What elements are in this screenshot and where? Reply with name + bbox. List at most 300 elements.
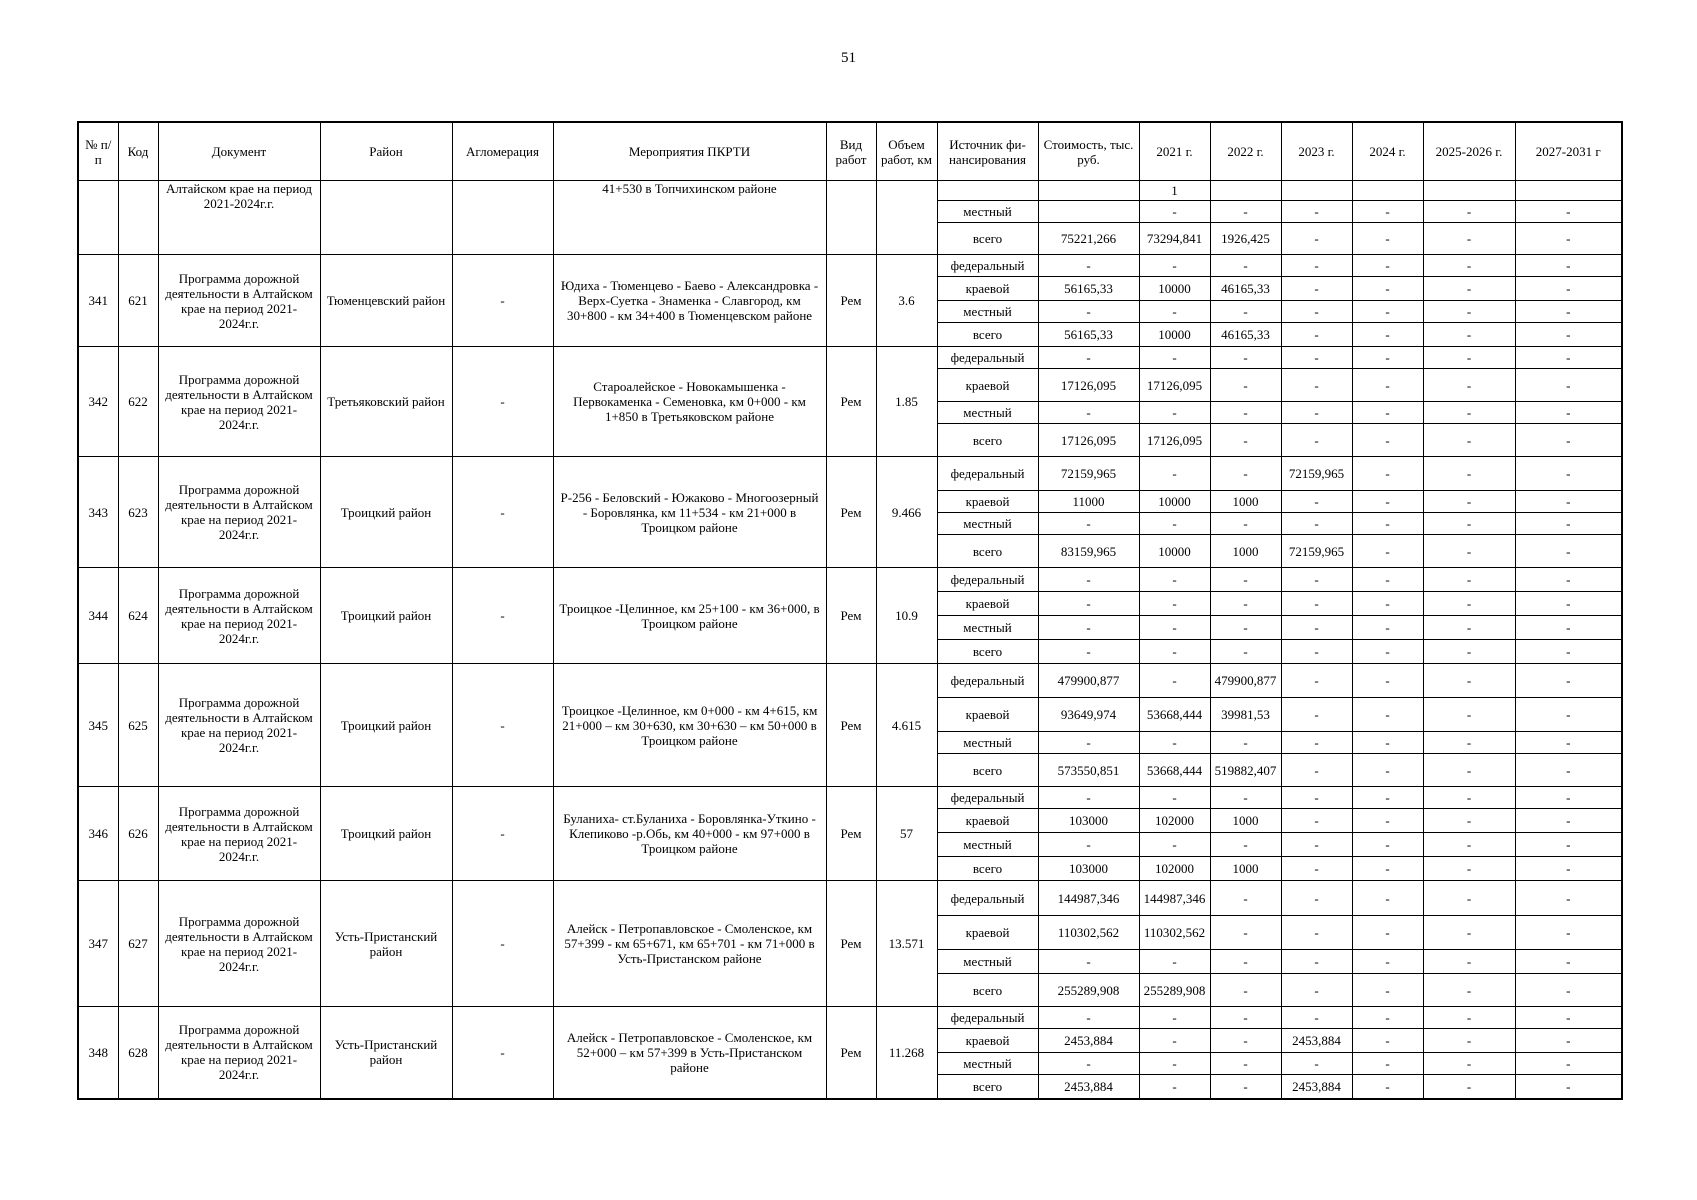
year-2024-cell: - xyxy=(1352,592,1423,616)
source-cell: краевой xyxy=(937,277,1038,301)
year-2023-cell: - xyxy=(1281,616,1352,640)
year-2021-cell: 73294,841 xyxy=(1139,223,1210,255)
year-2024-cell: - xyxy=(1352,640,1423,664)
cost-cell: 103000 xyxy=(1038,809,1139,833)
code-cell: 622 xyxy=(118,347,158,457)
year-2023-cell: - xyxy=(1281,857,1352,881)
cost-cell: - xyxy=(1038,347,1139,369)
year-2022-cell: - xyxy=(1210,301,1281,323)
activity-cell: Р-256 - Беловский - Южаково - Многоозерный - Боровлянка, км 11+534 - км 21+000 в Троицком районе xyxy=(553,457,826,568)
year-2021-cell: - xyxy=(1139,255,1210,277)
year-2025-2026-cell: - xyxy=(1423,809,1515,833)
source-cell: всего xyxy=(937,424,1038,457)
document-cell: Программа дорожной деятельности в Алтайском крае на период 2021-2024г.г. xyxy=(158,664,320,787)
header-kind: Вид работ xyxy=(826,122,876,181)
source-cell: местный xyxy=(937,732,1038,754)
year-2021-cell: 53668,444 xyxy=(1139,698,1210,732)
cost-cell: - xyxy=(1038,402,1139,424)
header-document: Документ xyxy=(158,122,320,181)
year-2023-cell: - xyxy=(1281,881,1352,916)
year-2025-2026-cell: - xyxy=(1423,535,1515,568)
year-2024-cell xyxy=(1352,181,1423,201)
year-2024-cell: - xyxy=(1352,347,1423,369)
document-cell: Программа дорожной деятельности в Алтайском крае на период 2021-2024г.г. xyxy=(158,787,320,881)
source-cell: всего xyxy=(937,1075,1038,1099)
year-2024-cell: - xyxy=(1352,916,1423,950)
year-2024-cell: - xyxy=(1352,1007,1423,1029)
source-cell: краевой xyxy=(937,916,1038,950)
year-2021-cell: - xyxy=(1139,616,1210,640)
num-cell: 343 xyxy=(78,457,118,568)
code-cell: 627 xyxy=(118,881,158,1007)
year-2023-cell: 2453,884 xyxy=(1281,1029,1352,1053)
num-cell: 347 xyxy=(78,881,118,1007)
year-2023-cell: - xyxy=(1281,568,1352,592)
year-2021-cell: - xyxy=(1139,787,1210,809)
source-cell: краевой xyxy=(937,491,1038,513)
year-2023-cell: - xyxy=(1281,491,1352,513)
year-2027-2031-cell: - xyxy=(1515,535,1622,568)
year-2023-cell: - xyxy=(1281,664,1352,698)
cost-cell: 93649,974 xyxy=(1038,698,1139,732)
year-2022-cell: - xyxy=(1210,1075,1281,1099)
num-cell: 341 xyxy=(78,255,118,347)
cost-cell: 144987,346 xyxy=(1038,881,1139,916)
year-2023-cell: - xyxy=(1281,809,1352,833)
year-2023-cell: - xyxy=(1281,950,1352,974)
header-2021: 2021 г. xyxy=(1139,122,1210,181)
year-2022-cell: - xyxy=(1210,255,1281,277)
cost-cell: 72159,965 xyxy=(1038,457,1139,491)
year-2027-2031-cell: - xyxy=(1515,223,1622,255)
year-2027-2031-cell: - xyxy=(1515,1007,1622,1029)
header-2023: 2023 г. xyxy=(1281,122,1352,181)
year-2022-cell: - xyxy=(1210,1007,1281,1029)
year-2021-cell: - xyxy=(1139,402,1210,424)
cost-cell: 573550,851 xyxy=(1038,754,1139,787)
activity-cell: Алейск - Петропавловское - Смоленское, км 57+399 - км 65+671, км 65+701 - км 71+000 в Усть-Пристанском районе xyxy=(553,881,826,1007)
source-cell: федеральный xyxy=(937,664,1038,698)
year-2023-cell: - xyxy=(1281,277,1352,301)
cost-cell: 83159,965 xyxy=(1038,535,1139,568)
year-2022-cell: 1000 xyxy=(1210,491,1281,513)
year-2025-2026-cell xyxy=(1423,181,1515,201)
cost-cell: - xyxy=(1038,568,1139,592)
year-2021-cell: - xyxy=(1139,732,1210,754)
cost-cell: 56165,33 xyxy=(1038,323,1139,347)
year-2027-2031-cell: - xyxy=(1515,277,1622,301)
kind-cell: Рем xyxy=(826,1007,876,1099)
cost-cell: - xyxy=(1038,301,1139,323)
volume-cell: 10.9 xyxy=(876,568,937,664)
year-2027-2031-cell: - xyxy=(1515,301,1622,323)
code-cell: 621 xyxy=(118,255,158,347)
year-2024-cell: - xyxy=(1352,732,1423,754)
volume-cell: 13.571 xyxy=(876,881,937,1007)
region-cell: Троицкий район xyxy=(320,568,452,664)
year-2022-cell: - xyxy=(1210,369,1281,402)
header-activity: Мероприятия ПКРТИ xyxy=(553,122,826,181)
year-2021-cell: 144987,346 xyxy=(1139,881,1210,916)
table-header-row xyxy=(78,122,1622,181)
source-cell: краевой xyxy=(937,809,1038,833)
year-2027-2031-cell: - xyxy=(1515,950,1622,974)
year-2025-2026-cell: - xyxy=(1423,255,1515,277)
document-cell: Алтайском крае на период 2021-2024г.г. xyxy=(158,181,320,255)
year-2025-2026-cell: - xyxy=(1423,1029,1515,1053)
year-2023-cell: - xyxy=(1281,1007,1352,1029)
source-cell xyxy=(937,181,1038,201)
year-2024-cell: - xyxy=(1352,616,1423,640)
agglomeration-cell: - xyxy=(452,787,553,881)
cost-cell xyxy=(1038,201,1139,223)
header-source: Источник фи-нансирования xyxy=(937,122,1038,181)
year-2024-cell: - xyxy=(1352,457,1423,491)
document-cell: Программа дорожной деятельности в Алтайском крае на период 2021-2024г.г. xyxy=(158,457,320,568)
year-2024-cell: - xyxy=(1352,535,1423,568)
source-cell: местный xyxy=(937,402,1038,424)
document-cell: Программа дорожной деятельности в Алтайском крае на период 2021-2024г.г. xyxy=(158,347,320,457)
cost-cell: 17126,095 xyxy=(1038,369,1139,402)
year-2021-cell: - xyxy=(1139,950,1210,974)
table-row xyxy=(78,457,1622,491)
year-2025-2026-cell: - xyxy=(1423,1007,1515,1029)
code-cell: 625 xyxy=(118,664,158,787)
cost-cell: 479900,877 xyxy=(1038,664,1139,698)
year-2022-cell: - xyxy=(1210,201,1281,223)
year-2021-cell: 1 xyxy=(1139,181,1210,201)
year-2027-2031-cell: - xyxy=(1515,369,1622,402)
year-2022-cell: - xyxy=(1210,513,1281,535)
year-2021-cell: - xyxy=(1139,568,1210,592)
year-2023-cell: 72159,965 xyxy=(1281,457,1352,491)
year-2027-2031-cell: - xyxy=(1515,568,1622,592)
year-2022-cell: - xyxy=(1210,732,1281,754)
year-2025-2026-cell: - xyxy=(1423,616,1515,640)
year-2022-cell: - xyxy=(1210,640,1281,664)
header-agglomeration: Агломерация xyxy=(452,122,553,181)
code-cell: 624 xyxy=(118,568,158,664)
year-2024-cell: - xyxy=(1352,664,1423,698)
year-2025-2026-cell: - xyxy=(1423,513,1515,535)
volume-cell xyxy=(876,181,937,255)
table-row xyxy=(78,787,1622,809)
header-2022: 2022 г. xyxy=(1210,122,1281,181)
source-cell: местный xyxy=(937,513,1038,535)
year-2027-2031-cell: - xyxy=(1515,347,1622,369)
year-2027-2031-cell: - xyxy=(1515,916,1622,950)
year-2027-2031-cell: - xyxy=(1515,857,1622,881)
source-cell: федеральный xyxy=(937,1007,1038,1029)
agglomeration-cell: - xyxy=(452,457,553,568)
year-2023-cell: - xyxy=(1281,787,1352,809)
kind-cell: Рем xyxy=(826,881,876,1007)
source-cell: федеральный xyxy=(937,457,1038,491)
source-cell: федеральный xyxy=(937,881,1038,916)
year-2025-2026-cell: - xyxy=(1423,1075,1515,1099)
year-2025-2026-cell: - xyxy=(1423,402,1515,424)
year-2025-2026-cell: - xyxy=(1423,833,1515,857)
year-2025-2026-cell: - xyxy=(1423,916,1515,950)
year-2025-2026-cell: - xyxy=(1423,568,1515,592)
year-2024-cell: - xyxy=(1352,255,1423,277)
year-2021-cell: - xyxy=(1139,640,1210,664)
year-2021-cell: - xyxy=(1139,1053,1210,1075)
year-2027-2031-cell: - xyxy=(1515,201,1622,223)
year-2022-cell: 1000 xyxy=(1210,857,1281,881)
year-2023-cell: - xyxy=(1281,201,1352,223)
year-2021-cell: 10000 xyxy=(1139,277,1210,301)
document-cell: Программа дорожной деятельности в Алтайском крае на период 2021-2024г.г. xyxy=(158,1007,320,1099)
activity-cell: Юдиха - Тюменцево - Баево - Александровка - Верх-Суетка - Знаменка - Славгород, км 30+800 - км 34+400 в Тюменцевском районе xyxy=(553,255,826,347)
source-cell: краевой xyxy=(937,369,1038,402)
year-2022-cell: - xyxy=(1210,1053,1281,1075)
funding-table xyxy=(77,121,1623,1100)
year-2022-cell: 519882,407 xyxy=(1210,754,1281,787)
cost-cell: 56165,33 xyxy=(1038,277,1139,301)
year-2022-cell: 46165,33 xyxy=(1210,323,1281,347)
year-2027-2031-cell: - xyxy=(1515,664,1622,698)
activity-cell: Троицкое -Целинное, км 25+100 - км 36+000, в Троицком районе xyxy=(553,568,826,664)
source-cell: всего xyxy=(937,223,1038,255)
code-cell xyxy=(118,181,158,255)
year-2024-cell: - xyxy=(1352,402,1423,424)
year-2023-cell: 2453,884 xyxy=(1281,1075,1352,1099)
year-2025-2026-cell: - xyxy=(1423,732,1515,754)
cost-cell: - xyxy=(1038,950,1139,974)
page-number: 51 xyxy=(841,50,856,66)
year-2022-cell: - xyxy=(1210,1029,1281,1053)
year-2025-2026-cell: - xyxy=(1423,301,1515,323)
table-row xyxy=(78,347,1622,369)
volume-cell: 9.466 xyxy=(876,457,937,568)
year-2023-cell: - xyxy=(1281,424,1352,457)
volume-cell: 3.6 xyxy=(876,255,937,347)
source-cell: местный xyxy=(937,301,1038,323)
cost-cell: - xyxy=(1038,833,1139,857)
year-2022-cell: - xyxy=(1210,787,1281,809)
year-2024-cell: - xyxy=(1352,277,1423,301)
year-2021-cell: 17126,095 xyxy=(1139,369,1210,402)
year-2024-cell: - xyxy=(1352,369,1423,402)
year-2027-2031-cell: - xyxy=(1515,323,1622,347)
cost-cell: - xyxy=(1038,787,1139,809)
num-cell: 348 xyxy=(78,1007,118,1099)
source-cell: местный xyxy=(937,201,1038,223)
header-2025-2026: 2025-2026 г. xyxy=(1423,122,1515,181)
activity-cell: 41+530 в Топчихинском районе xyxy=(553,181,826,255)
year-2024-cell: - xyxy=(1352,323,1423,347)
table-row xyxy=(78,881,1622,916)
year-2027-2031-cell: - xyxy=(1515,616,1622,640)
year-2025-2026-cell: - xyxy=(1423,457,1515,491)
num-cell: 346 xyxy=(78,787,118,881)
year-2025-2026-cell: - xyxy=(1423,640,1515,664)
year-2022-cell: - xyxy=(1210,616,1281,640)
year-2024-cell: - xyxy=(1352,513,1423,535)
source-cell: всего xyxy=(937,323,1038,347)
year-2023-cell: 72159,965 xyxy=(1281,535,1352,568)
year-2023-cell: - xyxy=(1281,223,1352,255)
year-2025-2026-cell: - xyxy=(1423,881,1515,916)
region-cell: Троицкий район xyxy=(320,664,452,787)
region-cell: Троицкий район xyxy=(320,457,452,568)
year-2025-2026-cell: - xyxy=(1423,1053,1515,1075)
cost-cell: 2453,884 xyxy=(1038,1075,1139,1099)
source-cell: федеральный xyxy=(937,347,1038,369)
header-2027-2031: 2027-2031 г xyxy=(1515,122,1622,181)
year-2021-cell: - xyxy=(1139,592,1210,616)
year-2025-2026-cell: - xyxy=(1423,491,1515,513)
year-2024-cell: - xyxy=(1352,787,1423,809)
year-2027-2031-cell: - xyxy=(1515,974,1622,1007)
document-cell: Программа дорожной деятельности в Алтайском крае на период 2021-2024г.г. xyxy=(158,255,320,347)
year-2027-2031-cell: - xyxy=(1515,513,1622,535)
year-2023-cell: - xyxy=(1281,402,1352,424)
cost-cell: 17126,095 xyxy=(1038,424,1139,457)
year-2024-cell: - xyxy=(1352,857,1423,881)
year-2027-2031-cell: - xyxy=(1515,491,1622,513)
year-2023-cell: - xyxy=(1281,732,1352,754)
year-2022-cell: 1000 xyxy=(1210,535,1281,568)
year-2024-cell: - xyxy=(1352,1029,1423,1053)
year-2023-cell: - xyxy=(1281,347,1352,369)
kind-cell: Рем xyxy=(826,787,876,881)
year-2024-cell: - xyxy=(1352,201,1423,223)
year-2023-cell: - xyxy=(1281,833,1352,857)
activity-cell: Алейск - Петропавловское - Смоленское, км 52+000 – км 57+399 в Усть-Пристанском районе xyxy=(553,1007,826,1099)
year-2022-cell: - xyxy=(1210,974,1281,1007)
source-cell: местный xyxy=(937,833,1038,857)
year-2024-cell: - xyxy=(1352,223,1423,255)
cost-cell: - xyxy=(1038,616,1139,640)
document-cell: Программа дорожной деятельности в Алтайском крае на период 2021-2024г.г. xyxy=(158,881,320,1007)
kind-cell xyxy=(826,181,876,255)
year-2025-2026-cell: - xyxy=(1423,698,1515,732)
year-2023-cell: - xyxy=(1281,698,1352,732)
year-2022-cell: 39981,53 xyxy=(1210,698,1281,732)
year-2025-2026-cell: - xyxy=(1423,787,1515,809)
cost-cell: - xyxy=(1038,732,1139,754)
year-2022-cell: - xyxy=(1210,881,1281,916)
cost-cell: - xyxy=(1038,592,1139,616)
source-cell: краевой xyxy=(937,592,1038,616)
num-cell xyxy=(78,181,118,255)
code-cell: 626 xyxy=(118,787,158,881)
table-row xyxy=(78,664,1622,698)
year-2024-cell: - xyxy=(1352,950,1423,974)
year-2021-cell: - xyxy=(1139,347,1210,369)
year-2025-2026-cell: - xyxy=(1423,323,1515,347)
year-2023-cell: - xyxy=(1281,1053,1352,1075)
source-cell: местный xyxy=(937,616,1038,640)
region-cell: Усть-Пристанский район xyxy=(320,881,452,1007)
year-2023-cell: - xyxy=(1281,916,1352,950)
year-2025-2026-cell: - xyxy=(1423,424,1515,457)
year-2022-cell: 1926,425 xyxy=(1210,223,1281,255)
year-2022-cell: - xyxy=(1210,592,1281,616)
year-2027-2031-cell: - xyxy=(1515,1029,1622,1053)
source-cell: всего xyxy=(937,640,1038,664)
region-cell: Третьяковский район xyxy=(320,347,452,457)
year-2022-cell: 1000 xyxy=(1210,809,1281,833)
table-row xyxy=(78,181,1622,201)
year-2021-cell: 10000 xyxy=(1139,535,1210,568)
year-2021-cell: - xyxy=(1139,513,1210,535)
num-cell: 344 xyxy=(78,568,118,664)
year-2027-2031-cell xyxy=(1515,181,1622,201)
cost-cell: 2453,884 xyxy=(1038,1029,1139,1053)
year-2023-cell: - xyxy=(1281,640,1352,664)
source-cell: федеральный xyxy=(937,787,1038,809)
header-region: Район xyxy=(320,122,452,181)
year-2025-2026-cell: - xyxy=(1423,857,1515,881)
kind-cell: Рем xyxy=(826,457,876,568)
year-2024-cell: - xyxy=(1352,809,1423,833)
header-code: Код xyxy=(118,122,158,181)
year-2021-cell: - xyxy=(1139,1029,1210,1053)
volume-cell: 11.268 xyxy=(876,1007,937,1099)
cost-cell: - xyxy=(1038,255,1139,277)
cost-cell: - xyxy=(1038,640,1139,664)
year-2021-cell: - xyxy=(1139,1075,1210,1099)
source-cell: всего xyxy=(937,974,1038,1007)
cost-cell: - xyxy=(1038,513,1139,535)
year-2021-cell: 17126,095 xyxy=(1139,424,1210,457)
year-2024-cell: - xyxy=(1352,568,1423,592)
year-2023-cell: - xyxy=(1281,301,1352,323)
agglomeration-cell: - xyxy=(452,255,553,347)
source-cell: местный xyxy=(937,1053,1038,1075)
source-cell: местный xyxy=(937,950,1038,974)
header-num: № п/п xyxy=(78,122,118,181)
year-2027-2031-cell: - xyxy=(1515,698,1622,732)
year-2021-cell: - xyxy=(1139,664,1210,698)
year-2023-cell: - xyxy=(1281,369,1352,402)
year-2024-cell: - xyxy=(1352,301,1423,323)
year-2022-cell: 479900,877 xyxy=(1210,664,1281,698)
volume-cell: 4.615 xyxy=(876,664,937,787)
year-2021-cell: - xyxy=(1139,457,1210,491)
year-2021-cell: 102000 xyxy=(1139,857,1210,881)
year-2023-cell: - xyxy=(1281,255,1352,277)
year-2027-2031-cell: - xyxy=(1515,881,1622,916)
cost-cell: - xyxy=(1038,1007,1139,1029)
year-2027-2031-cell: - xyxy=(1515,1075,1622,1099)
year-2025-2026-cell: - xyxy=(1423,754,1515,787)
header-volume: Объем работ, км xyxy=(876,122,937,181)
year-2025-2026-cell: - xyxy=(1423,201,1515,223)
year-2021-cell: 110302,562 xyxy=(1139,916,1210,950)
activity-cell: Троицкое -Целинное, км 0+000 - км 4+615, км 21+000 – км 30+630, км 30+630 – км 50+000 в Троицком районе xyxy=(553,664,826,787)
cost-cell: - xyxy=(1038,1053,1139,1075)
region-cell: Троицкий район xyxy=(320,787,452,881)
num-cell: 345 xyxy=(78,664,118,787)
year-2024-cell: - xyxy=(1352,754,1423,787)
year-2027-2031-cell: - xyxy=(1515,809,1622,833)
year-2024-cell: - xyxy=(1352,424,1423,457)
year-2027-2031-cell: - xyxy=(1515,787,1622,809)
volume-cell: 1.85 xyxy=(876,347,937,457)
volume-cell: 57 xyxy=(876,787,937,881)
year-2027-2031-cell: - xyxy=(1515,754,1622,787)
header-cost: Стоимость, тыс. руб. xyxy=(1038,122,1139,181)
year-2027-2031-cell: - xyxy=(1515,732,1622,754)
year-2023-cell: - xyxy=(1281,974,1352,1007)
source-cell: федеральный xyxy=(937,255,1038,277)
year-2021-cell: 10000 xyxy=(1139,323,1210,347)
cost-cell: 11000 xyxy=(1038,491,1139,513)
